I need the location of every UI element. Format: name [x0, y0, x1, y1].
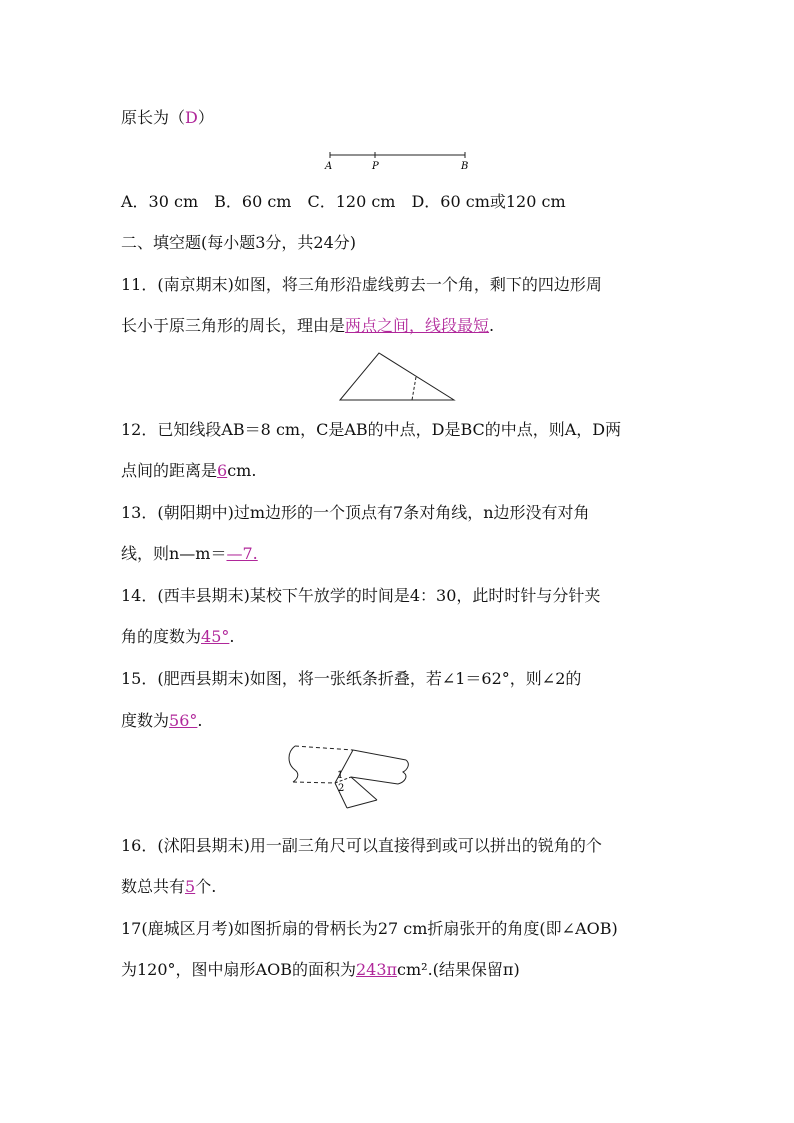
- q14-answer: 45°: [201, 627, 230, 646]
- q15-answer: 56°: [169, 711, 198, 730]
- q15-line2-prefix: 度数为: [121, 711, 170, 730]
- q15-line1: 15．(肥西县期末)如图，将一张纸条折叠，若∠1＝62°，则∠2的: [121, 669, 582, 688]
- q11-line1: 11．(南京期末)如图，将三角形沿虚线剪去一个角，剩下的四边形周: [121, 275, 602, 294]
- q10-stem: [121, 108, 214, 128]
- folded-strip-figure: [285, 742, 415, 822]
- label-a: A: [325, 161, 333, 172]
- q11-line2: [121, 316, 494, 336]
- segment-apb-figure: [318, 148, 478, 174]
- q14-line2: [121, 627, 234, 647]
- q17-line2-suffix: cm².(结果保留π): [397, 960, 520, 979]
- q12-line2: [121, 461, 256, 481]
- q16-answer: 5: [185, 877, 196, 896]
- q12-answer: 6: [217, 461, 228, 480]
- q14-line2-prefix: 角的度数为: [121, 627, 202, 646]
- q11-line2-suffix: .: [489, 316, 495, 335]
- q16-line1: 16．(沭阳县期末)用一副三角尺可以直接得到或可以拼出的锐角的个: [121, 836, 602, 855]
- triangle-cut-figure: [336, 349, 461, 405]
- q17-line2: [121, 960, 520, 980]
- q17-line2-prefix: 为120°，图中扇形AOB的面积为: [121, 960, 356, 979]
- q13-line2-prefix: 线，则n—m＝: [121, 544, 227, 563]
- q10-answer: D: [185, 108, 198, 127]
- section-title: 二、填空题(每小题3分，共24分): [121, 233, 357, 252]
- angle-2-label: 2: [338, 783, 345, 794]
- q16-line2: [121, 877, 216, 897]
- q10-options: A．30 cm B．60 cm C．120 cm D．60 cm或120 cm: [121, 192, 566, 211]
- angle-1-label: 1: [337, 770, 344, 781]
- q11-line2-prefix: 长小于原三角形的周长，理由是: [121, 316, 346, 335]
- q17-line1: 17(鹿城区月考)如图折扇的骨柄长为27 cm折扇张开的角度(即∠AOB): [121, 919, 618, 938]
- q14-line1: 14．(西丰县期末)某校下午放学的时间是4：30，此时时针与分针夹: [121, 586, 601, 605]
- q15-line2: [121, 711, 202, 731]
- q13-line2: [121, 544, 258, 564]
- label-b: B: [461, 161, 469, 172]
- q14-line2-suffix: .: [229, 627, 235, 646]
- q16-line2-prefix: 数总共有: [121, 877, 186, 896]
- q12-line2-prefix: 点间的距离是: [121, 461, 218, 480]
- q12-line2-suffix: cm.: [227, 461, 257, 480]
- q12-line1: 12．已知线段AB＝8 cm，C是AB的中点，D是BC的中点，则A，D两: [121, 420, 622, 439]
- q10-suffix: ）: [197, 108, 214, 127]
- q10-prefix: 原长为（: [121, 108, 186, 127]
- q13-line1: 13．(朝阳期中)过m边形的一个顶点有7条对角线，n边形没有对角: [121, 503, 590, 522]
- q15-line2-suffix: .: [197, 711, 203, 730]
- q11-answer: 两点之间，线段最短: [345, 316, 490, 335]
- q13-answer: —7.: [226, 544, 258, 563]
- q16-line2-suffix: 个.: [195, 877, 217, 896]
- q17-answer: 243π: [355, 960, 398, 979]
- label-p: P: [372, 161, 379, 172]
